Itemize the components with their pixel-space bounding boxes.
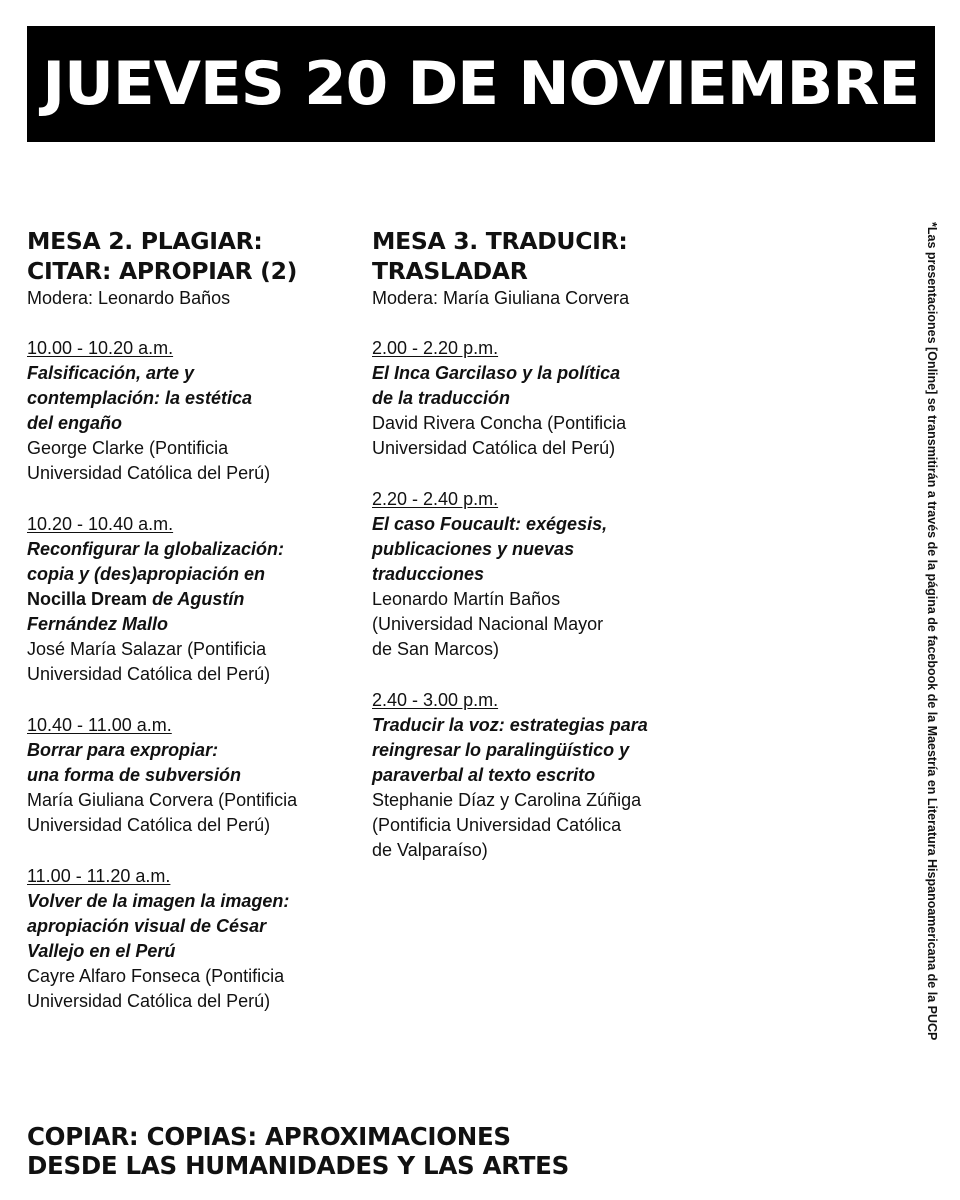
talk-item [27,336,357,486]
talk-title [372,512,702,587]
talk-speaker-line: Universidad Católica del Perú) [27,463,271,483]
talk-title [372,361,702,411]
talk-title-line: Fernández Mallo [27,614,169,634]
talk-title-line: copia y (des)apropiación en [27,564,266,584]
talk-item [372,688,702,863]
talk-title-rest: de Agustín [147,589,245,609]
talk-speaker [372,788,702,863]
talk-time: 10.00 - 10.20 a.m. [27,338,174,358]
talk-time: 10.20 - 10.40 a.m. [27,514,174,534]
talk-title-line: Falsificación, arte y [27,363,195,383]
talk-time: 10.40 - 11.00 a.m. [27,715,172,735]
talk-time: 2.40 - 3.00 p.m. [372,690,499,710]
talk-speaker [372,411,702,461]
talk-title-line [27,587,357,612]
session-moderator: Modera: Leonardo Baños [27,288,231,308]
talk-item [27,864,357,1014]
talk-title-line: del engaño [27,413,123,433]
talk-title-line: Reconfigurar la globalización: [27,539,285,559]
event-title-line: DESDE LAS HUMANIDADES Y LAS ARTES [27,1151,569,1180]
talk-speaker-line: Leonardo Martín Baños [372,589,561,609]
talk-title [27,738,357,788]
talk-speaker [27,964,357,1014]
talk-title-line: Volver de la imagen la imagen: [27,891,290,911]
talk-title-line: una forma de subversión [27,765,242,785]
session-moderator: Modera: María Giuliana Corvera [372,288,630,308]
event-title-line: COPIAR: COPIAS: APROXIMACIONES [27,1122,511,1151]
talk-title [27,889,357,964]
talk-speaker-line: Universidad Católica del Perú) [372,438,616,458]
talk-title-line: de la traducción [372,388,511,408]
talk-speaker-line: Universidad Católica del Perú) [27,664,271,684]
talk-title [372,713,702,788]
talk-title-line: publicaciones y nuevas [372,539,575,559]
session-title [27,226,357,286]
session-title-line: TRASLADAR [372,257,528,285]
talk-speaker-line: (Universidad Nacional Mayor [372,614,604,634]
talk-speaker-line: Universidad Católica del Perú) [27,991,271,1011]
talk-title-line: reingresar lo paralingüístico y [372,740,630,760]
talk-speaker-line: María Giuliana Corvera (Pontificia [27,790,298,810]
talk-time: 2.00 - 2.20 p.m. [372,338,499,358]
session-title-line: MESA 3. TRADUCIR: [372,227,628,255]
talk-speaker-line: de San Marcos) [372,639,500,659]
talk-item [372,487,702,662]
talk-title-line: Borrar para expropiar: [27,740,219,760]
talk-item [27,713,357,838]
talk-speaker [372,587,702,662]
talk-speaker-line: Universidad Católica del Perú) [27,815,271,835]
talk-title [27,537,357,637]
talk-time: 11.00 - 11.20 a.m. [27,866,171,886]
talk-speaker-line: Cayre Alfaro Fonseca (Pontificia [27,966,285,986]
talk-time: 2.20 - 2.40 p.m. [372,489,499,509]
talk-item [372,336,702,461]
talk-item [27,512,357,687]
talk-title-line: Traducir la voz: estrategias para [372,715,648,735]
event-title [27,1122,727,1180]
talk-speaker-line: Stephanie Díaz y Carolina Zúñiga [372,790,642,810]
talk-speaker-line: de Valparaíso) [372,840,488,860]
talk-speaker-line: George Clarke (Pontificia [27,438,229,458]
talk-title-line: traducciones [372,564,485,584]
talk-speaker-line: José María Salazar (Pontificia [27,639,267,659]
talk-title-line: El Inca Garcilaso y la política [372,363,621,383]
session-title-line: MESA 2. PLAGIAR: [27,227,263,255]
talk-title-line: contemplación: la estética [27,388,253,408]
talk-title-line: Vallejo en el Perú [27,941,176,961]
header-banner [27,26,935,142]
session-mesa-2 [27,226,357,1040]
session-mesa-3 [372,226,702,889]
online-broadcast-note: *Las presentaciones [Online] se transmitirán a través de la página de facebook de la Maestría en Literatura Hispanoamericana de la PUCP [925,222,939,1041]
talk-speaker [27,436,357,486]
talk-speaker [27,788,357,838]
talk-speaker [27,637,357,687]
page-title: JUEVES 20 DE NOVIEMBRE [42,49,920,119]
session-title-line: CITAR: APROPIAR (2) [27,257,298,285]
session-title [372,226,702,286]
talk-title-line: El caso Foucault: exégesis, [372,514,608,534]
talk-speaker-line: David Rivera Concha (Pontificia [372,413,627,433]
talk-title [27,361,357,436]
talk-speaker-line: (Pontificia Universidad Católica [372,815,622,835]
talk-title-line: paraverbal al texto escrito [372,765,596,785]
talk-title-line: apropiación visual de César [27,916,267,936]
talk-title-book: Nocilla Dream [27,589,148,609]
